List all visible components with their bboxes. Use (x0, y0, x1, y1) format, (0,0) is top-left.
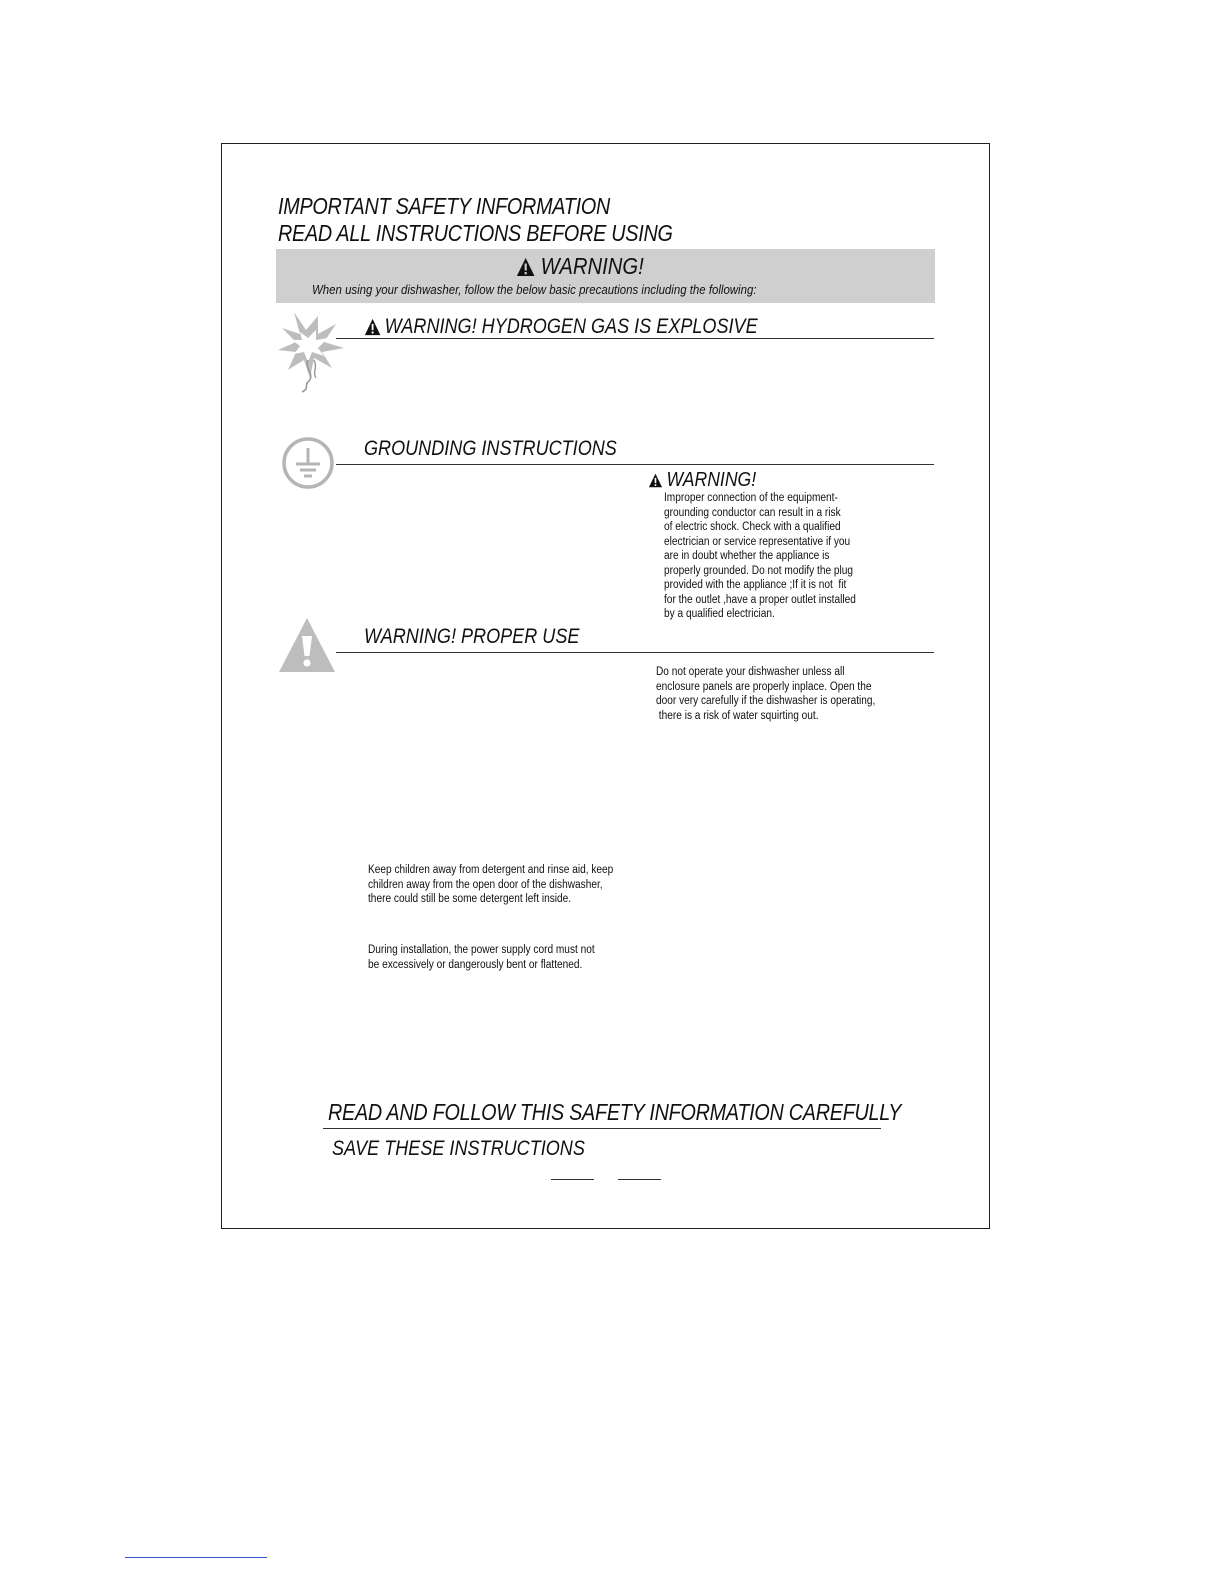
banner-title: WARNING! (540, 253, 644, 279)
banner-subtitle: When using your dishwasher, follow the below basic precautions including the following: (312, 282, 757, 297)
page-title-line1: IMPORTANT SAFETY INFORMATION (278, 193, 610, 219)
hydrogen-heading (364, 315, 758, 339)
exclamation-triangle-icon (277, 616, 337, 674)
grounding-warning-title (648, 469, 756, 492)
explosion-icon (274, 308, 354, 394)
warning-triangle-icon (648, 473, 663, 488)
grounding-warning-text: Improper connection of the equipment- grounding conductor can result in a risk of electric shock. Check with a qualified electrician or service representative if you are in doubt whether the appliance is properly grounded. Do not modify the plug provided with the appliance ;If it is not fit for the outlet ,have a proper outlet installed by a qualified electrician. (664, 492, 856, 620)
power-cord-text: During installation, the power supply cord must not be excessively or dangerously bent or flattened. (368, 944, 595, 971)
warning-banner (276, 249, 935, 303)
page-number-rule-left (551, 1179, 594, 1180)
proper-use-heading (364, 625, 579, 649)
grounding-rule (336, 464, 934, 465)
enclosure-panels-text: Do not operate your dishwasher unless all enclosure panels are properly inplace. Open the door very carefully if the dishwasher is operating, there is a risk of water squirting out. (656, 666, 876, 722)
page-number-rule-right (618, 1179, 661, 1180)
save-instructions (332, 1137, 585, 1161)
proper-use-rule (336, 652, 934, 653)
grounding-heading (364, 437, 617, 461)
children-safety-text: Keep children away from detergent and rinse aid, keep children away from the open door of the dishwasher, there could still be some detergent left inside. (368, 864, 614, 905)
footer-rule (323, 1128, 881, 1129)
read-follow-heading: READ AND FOLLOW THIS SAFETY INFORMATION CAREFULLY (328, 1099, 902, 1125)
warning-triangle-icon (364, 318, 381, 336)
proper-use-heading-text: WARNING! PROPER USE (364, 625, 580, 648)
warning-triangle-icon (516, 257, 535, 277)
hydrogen-rule (336, 338, 934, 339)
ground-symbol-icon (281, 436, 337, 492)
save-instructions-text: SAVE THESE INSTRUCTIONS (332, 1137, 585, 1160)
page-title-line2: READ ALL INSTRUCTIONS BEFORE USING (278, 220, 673, 246)
hydrogen-heading-text: WARNING! HYDROGEN GAS IS EXPLOSIVE (384, 315, 758, 338)
grounding-heading-text: GROUNDING INSTRUCTIONS (364, 437, 617, 460)
footnote-link-underline[interactable] (125, 1557, 267, 1558)
grounding-warning-title-text: WARNING! (666, 469, 757, 491)
